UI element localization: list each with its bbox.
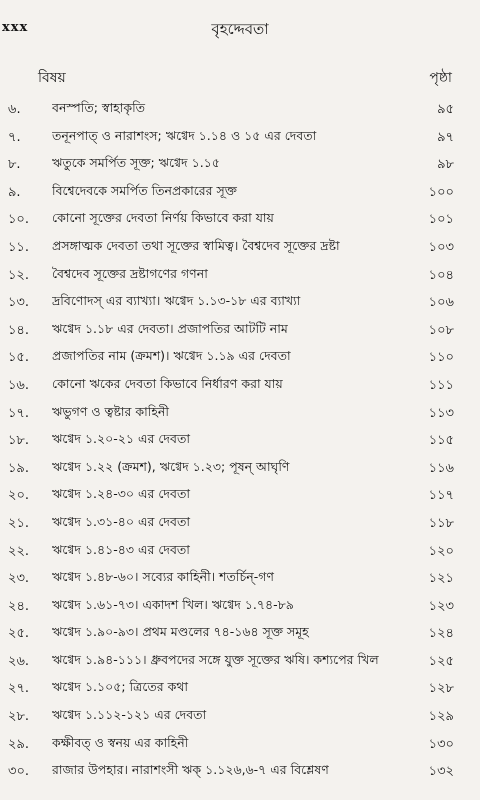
entry-page-number: ৯৭ <box>437 129 454 145</box>
entry-page-number: ১০৪ <box>428 267 454 283</box>
entry-page-number: ৯৮ <box>437 157 454 173</box>
entry-title: ঋগ্বেদ ১.৯০-৯৩। প্রথম মণ্ডলের ৭৪-১৬৪ সূক্ত সমূহ <box>52 624 309 640</box>
entry-number: ২০. <box>8 488 30 504</box>
entry-page-number: ১১০ <box>428 350 454 366</box>
entry-title: কোনো সূক্তের দেবতা নির্ণয় কিভাবে করা যায় <box>52 210 274 226</box>
entry-number: ৯. <box>8 184 21 200</box>
toc-entry <box>0 179 480 207</box>
entry-page-number: ১২১ <box>428 571 454 587</box>
entry-number: ২৮. <box>8 709 30 725</box>
toc-entry <box>0 538 480 566</box>
entry-title: প্রজাপতির নাম (ক্রমশ)। ঋগ্বেদ ১.১৯ এর দেবতা <box>52 348 291 364</box>
entry-number: ১৭. <box>8 405 30 421</box>
column-header-subject: বিষয় <box>38 70 66 86</box>
toc-entry <box>0 344 480 372</box>
entry-title: ঋগ্বেদ ১.৩১-৪০ এর দেবতা <box>52 513 190 529</box>
entry-title: ঋগ্বেদ ১.৪১-৪৩ এর দেবতা <box>52 541 190 557</box>
entry-page-number: ১২৫ <box>428 653 454 669</box>
entry-page-number: ১১৭ <box>428 488 454 504</box>
entry-page-number: ১০৩ <box>428 239 454 255</box>
entry-title: ঋগ্বেদ ১.৯৪-১১১। ধ্রুবপদের সঙ্গে যুক্ত সূক্তের ঋষি। কশ্যপের খিল <box>52 651 379 667</box>
entry-page-number: ১০৬ <box>428 295 454 311</box>
entry-page-number: ১০৮ <box>428 322 454 338</box>
entry-title: ঋগ্বেদ ১.২০-২১ এর দেবতা <box>52 431 190 447</box>
entry-page-number: ১২৩ <box>428 598 454 614</box>
entry-title: ঋভুগণ ও ত্বষ্টার কাহিনী <box>52 403 169 419</box>
entry-number: ২৪. <box>8 598 30 614</box>
entry-number: ৩০. <box>8 764 30 780</box>
entry-number: ২৯. <box>8 736 30 752</box>
entry-number: ২৭. <box>8 681 30 697</box>
entry-number: ২৫. <box>8 626 30 642</box>
toc-entry <box>0 124 480 152</box>
entry-title: ঋগ্বেদ ১.২৪-৩০ এর দেবতা <box>52 486 190 502</box>
entry-page-number: ১১৩ <box>428 405 454 421</box>
toc-entry <box>0 675 480 703</box>
toc-entry <box>0 206 480 234</box>
page-title: বৃহদ্দেবতা <box>211 20 269 38</box>
entry-number: ২৬. <box>8 653 30 669</box>
entry-number: ১৬. <box>8 377 30 393</box>
entry-title: বৈশ্বদেব সূক্তের দ্রষ্টাগণের গণনা <box>52 265 208 281</box>
entry-title: বিশ্বেদেবকে সমর্পিত তিনপ্রকারের সূক্ত <box>52 182 237 198</box>
toc-entry <box>0 317 480 345</box>
toc-entry <box>0 482 480 510</box>
toc-entry <box>0 620 480 648</box>
toc-entry <box>0 593 480 621</box>
entry-page-number: ১৩০ <box>428 736 454 752</box>
entry-page-number: ১২৮ <box>428 681 454 697</box>
toc-entry <box>0 731 480 759</box>
toc-entry <box>0 703 480 731</box>
toc-entry <box>0 510 480 538</box>
entry-title: ঋতুকে সমর্পিত সূক্ত; ঋগ্বেদ ১.১৫ <box>52 155 220 171</box>
entry-page-number: ৯৫ <box>437 102 454 117</box>
toc-entry <box>0 427 480 455</box>
entry-title: রাজার উপহার। নারাশংসী ঋক্ ১.১২৬,৬-৭ এর বিশ্লেষণ <box>52 762 329 778</box>
entry-number: ৬. <box>8 102 21 117</box>
entry-title: প্রসঙ্গাত্মক দেবতা তথা সূক্তের স্বামিত্ব। বৈশ্বদেব সূক্তের দ্রষ্টা <box>52 237 340 253</box>
entry-page-number: ১২৯ <box>428 709 454 725</box>
entry-number: ১০. <box>8 212 30 228</box>
entry-page-number: ১০০ <box>428 184 454 200</box>
entry-number: ১১. <box>8 239 30 255</box>
entry-number: ১৪. <box>8 322 30 338</box>
entry-number: ১৫. <box>8 350 30 366</box>
entry-title: ঋগ্বেদ ১.১১২-১২১ এর দেবতা <box>52 707 207 723</box>
toc-entry <box>0 758 480 786</box>
entry-page-number: ১১১ <box>428 377 454 393</box>
entry-number: ৭. <box>8 129 21 145</box>
column-header-page: পৃষ্ঠা <box>429 70 452 86</box>
entry-title: দ্রবিণোদস্ এর ব্যাখ্যা। ঋগ্বেদ ১.১৩-১৮ এর ব্যাখ্যা <box>52 293 301 309</box>
toc-entry <box>0 455 480 483</box>
entry-number: ১২. <box>8 267 30 283</box>
entry-page-number: ১১৫ <box>428 433 454 449</box>
entry-title: ঋগ্বেদ ১.১৮ এর দেবতা। প্রজাপতির আটটি নাম <box>52 320 288 336</box>
entry-page-number: ১১৮ <box>428 515 454 531</box>
entry-number: ১৯. <box>8 460 30 476</box>
toc-entry <box>0 400 480 428</box>
entry-page-number: ১১৬ <box>428 460 454 476</box>
entry-title: ঋগ্বেদ ১.২২ (ক্রমশ), ঋগ্বেদ ১.২৩; পূষন্ আঘৃণি <box>52 458 290 474</box>
entry-title: ঋগ্বেদ ১.৪৮-৬০। সব্যের কাহিনী। শতর্চিন্-গণ <box>52 569 274 585</box>
entry-page-number: ১২৪ <box>428 626 454 642</box>
toc-entry <box>0 262 480 290</box>
toc-entry <box>0 648 480 676</box>
toc-entry <box>0 289 480 317</box>
entry-page-number: ১২০ <box>428 543 454 559</box>
entry-number: ২১. <box>8 515 30 531</box>
entry-number: ১৩. <box>8 295 30 311</box>
toc-entries <box>0 96 480 786</box>
entry-title: কক্ষীবত্ ও স্বনয় এর কাহিনী <box>52 734 189 750</box>
toc-entry <box>0 234 480 262</box>
toc-entry <box>0 372 480 400</box>
entry-title: ঋগ্বেদ ১.৬১-৭৩। একাদশ খিল। ঋগ্বেদ ১.৭৪-৮৯ <box>52 596 294 612</box>
entry-number: ২২. <box>8 543 30 559</box>
entry-number: ১৮. <box>8 433 30 449</box>
entry-title: তনূনপাত্ ও নারাশংস; ঋগ্বেদ ১.১৪ ও ১৫ এর দেবতা <box>52 127 317 143</box>
toc-entry <box>0 565 480 593</box>
toc-entry <box>0 151 480 179</box>
entry-number: ৮. <box>8 157 21 173</box>
entry-title: কোনো ঋকের দেবতা কিভাবে নির্ধারণ করা যায় <box>52 375 283 391</box>
entry-number: ২৩. <box>8 571 30 587</box>
entry-page-number: ১০১ <box>428 212 454 228</box>
toc-entry <box>0 96 480 124</box>
entry-title: বনস্পতি; স্বাহাকৃতি <box>52 100 146 115</box>
entry-title: ঋগ্বেদ ১.১০৫; ত্রিতের কথা <box>52 679 189 695</box>
roman-page-number: xxx <box>2 20 29 35</box>
entry-page-number: ১৩২ <box>428 764 454 780</box>
